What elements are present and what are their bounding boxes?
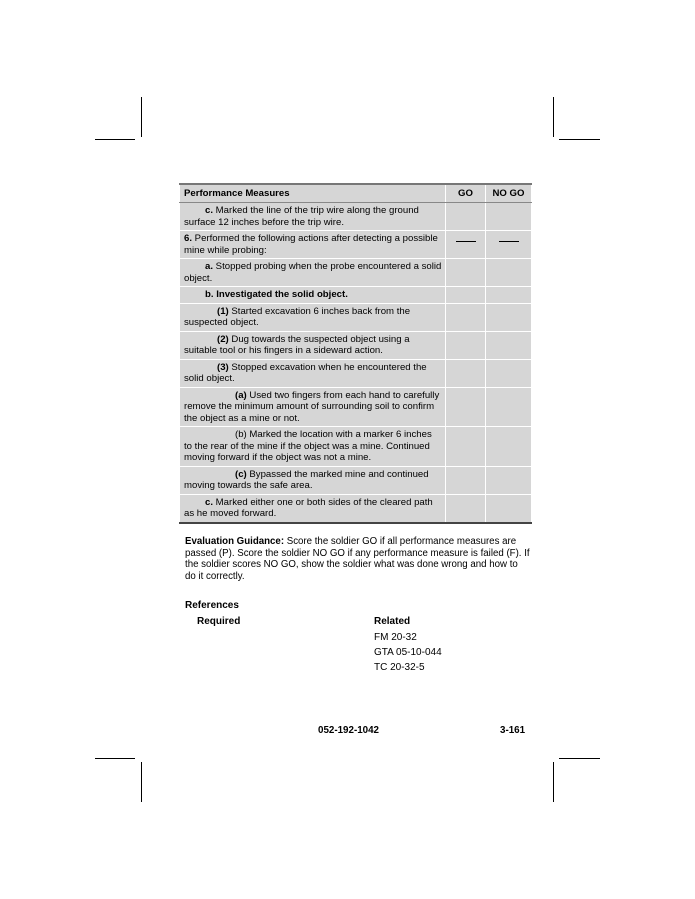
no-go-cell (486, 331, 532, 359)
go-cell (446, 494, 486, 523)
related-reference: GTA 05-10-044 (374, 647, 442, 658)
measure-cell (180, 331, 446, 359)
related-label: Related (374, 616, 411, 627)
crop-mark-top-right-h (559, 139, 600, 140)
no-go-cell (486, 466, 532, 494)
measure-cell (180, 387, 446, 427)
table-row (180, 303, 532, 331)
no-go-cell (486, 287, 532, 304)
crop-mark-bottom-left-h (95, 758, 135, 759)
measure-cell (180, 287, 446, 304)
required-label: Required (197, 616, 241, 627)
go-cell (446, 203, 486, 231)
no-go-blank[interactable] (499, 241, 519, 242)
evaluation-guidance (185, 536, 531, 582)
page-number: 3-161 (500, 725, 526, 736)
performance-table (179, 183, 531, 524)
measure-label: (b) (235, 429, 247, 440)
table-header-row (180, 184, 532, 203)
measure-cell (180, 303, 446, 331)
table-row (180, 466, 532, 494)
table-row (180, 387, 532, 427)
table-row (180, 494, 532, 523)
measure-label: c. (205, 205, 214, 216)
go-cell (446, 466, 486, 494)
table-row (180, 259, 532, 287)
measure-text: Marked the location with a marker 6 inches to the rear of the mine if the object was a mine. Continued moving forward if the object was not a mine. (184, 429, 432, 463)
related-reference: FM 20-32 (374, 632, 417, 643)
go-blank[interactable] (456, 241, 476, 242)
no-go-cell[interactable] (486, 231, 532, 259)
table-row (180, 331, 532, 359)
measure-text: Started excavation 6 inches back from the suspected object. (184, 305, 411, 328)
measure-text: Used two fingers from each hand to carefully remove the minimum amount of surrounding soil to confirm the object as a mine or not. (184, 389, 440, 424)
measure-text: Marked the line of the trip wire along the ground surface 12 inches before the trip wire. (184, 205, 419, 228)
no-go-cell (486, 203, 532, 231)
measure-label: b. (205, 289, 214, 300)
table-row (180, 287, 532, 304)
no-go-cell (486, 387, 532, 427)
go-cell (446, 359, 486, 387)
go-cell (446, 303, 486, 331)
go-cell (446, 427, 486, 467)
table-row (180, 203, 532, 231)
table-row (180, 231, 532, 259)
measure-label: (3) (217, 361, 229, 373)
crop-mark-top-left-h (95, 139, 135, 140)
evaluation-text: Score the soldier GO if all performance measures are passed (P). Score the soldier NO GO if any performance measure is failed (F). If the soldier scores NO GO, show the soldier what was done wrong and how to do it correctly. (185, 536, 530, 582)
related-reference: TC 20-32-5 (374, 662, 425, 673)
measure-label: c. (205, 496, 214, 508)
measure-text: Performed the following actions after detecting a possible mine while probing: (184, 233, 438, 256)
go-cell (446, 287, 486, 304)
measure-cell (180, 203, 446, 231)
crop-mark-bottom-right-v (553, 762, 554, 802)
crop-mark-bottom-left-v (141, 762, 142, 802)
measure-text: Stopped excavation when he encountered the solid object. (184, 361, 427, 384)
measure-cell (180, 259, 446, 287)
measure-text: Dug towards the suspected object using a suitable tool or his fingers in a sideward action. (184, 333, 410, 356)
measure-label: (c) (235, 468, 247, 480)
measure-label: (1) (217, 305, 229, 317)
measure-cell (180, 231, 446, 259)
measure-text: Investigated the solid object. (213, 289, 348, 300)
crop-mark-bottom-right-h (559, 758, 600, 759)
no-go-cell (486, 359, 532, 387)
measure-text: Stopped probing when the probe encountered a solid object. (184, 261, 442, 284)
measure-label: (2) (217, 333, 229, 345)
go-cell (446, 259, 486, 287)
no-go-cell (486, 427, 532, 467)
no-go-cell (486, 494, 532, 523)
header-go: GO (446, 184, 486, 203)
crop-mark-top-right-v (553, 97, 554, 137)
go-cell (446, 331, 486, 359)
measure-label: a. (205, 261, 214, 272)
evaluation-label: Evaluation Guidance: (185, 536, 285, 547)
measure-label: (a) (235, 389, 247, 401)
table-row (180, 359, 532, 387)
measure-text: Marked either one or both sides of the cleared path as he moved forward. (184, 496, 433, 519)
measure-cell (180, 359, 446, 387)
no-go-cell (486, 259, 532, 287)
references-heading: References (185, 600, 239, 611)
crop-mark-top-left-v (141, 97, 142, 137)
task-number: 052-192-1042 (318, 725, 380, 736)
header-performance-measures: Performance Measures (180, 184, 446, 203)
go-cell[interactable] (446, 231, 486, 259)
header-no-go: NO GO (486, 184, 532, 203)
go-cell (446, 387, 486, 427)
measure-cell (180, 466, 446, 494)
table-row (180, 427, 532, 467)
measure-cell (180, 427, 446, 467)
measure-label: 6. (184, 233, 193, 244)
no-go-cell (486, 303, 532, 331)
measure-text: Bypassed the marked mine and continued moving towards the safe area. (184, 468, 429, 491)
measure-cell (180, 494, 446, 523)
